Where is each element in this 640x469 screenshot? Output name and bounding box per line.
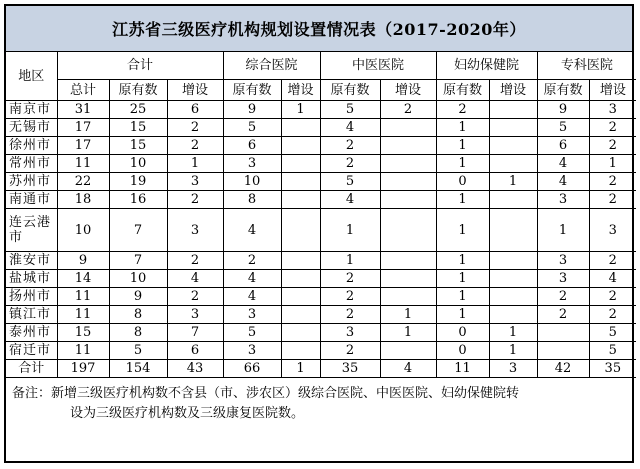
table-row: [6, 101, 636, 119]
value-cell: 10: [109, 155, 167, 173]
value-cell: [537, 342, 589, 360]
value-cell: 4: [223, 209, 281, 252]
value-cell: 2: [167, 137, 223, 155]
value-cell: 9: [537, 101, 589, 119]
value-cell: [489, 288, 537, 306]
header-row-sub: [6, 80, 636, 101]
value-cell: 2: [320, 306, 380, 324]
value-cell: 6: [167, 342, 223, 360]
value-cell: 2: [320, 288, 380, 306]
value-cell: 3: [537, 270, 589, 288]
value-cell: 11: [57, 342, 109, 360]
value-cell: [281, 191, 320, 209]
value-cell: 5: [320, 101, 380, 119]
value-cell: [380, 252, 436, 270]
value-cell: 2: [589, 137, 636, 155]
value-cell: 2: [436, 101, 489, 119]
value-cell: 1: [489, 342, 537, 360]
value-cell: 6: [167, 101, 223, 119]
value-cell: 5: [223, 324, 281, 342]
value-cell: 1: [489, 324, 537, 342]
city-cell: 常州市: [6, 155, 57, 173]
value-cell: 2: [380, 101, 436, 119]
value-cell: 5: [537, 119, 589, 137]
value-cell: 2: [167, 252, 223, 270]
table-row: [6, 119, 636, 137]
value-cell: 19: [109, 173, 167, 191]
header-group-tcm: 中医医院: [320, 52, 436, 80]
total-value-cell: 11: [436, 360, 489, 378]
value-cell: 11: [57, 306, 109, 324]
value-cell: 9: [223, 101, 281, 119]
value-cell: [537, 324, 589, 342]
value-cell: 1: [436, 119, 489, 137]
value-cell: 15: [57, 324, 109, 342]
value-cell: 31: [57, 101, 109, 119]
value-cell: [380, 342, 436, 360]
value-cell: 10: [57, 209, 109, 252]
value-cell: 3: [223, 155, 281, 173]
value-cell: 8: [109, 324, 167, 342]
value-cell: 11: [57, 155, 109, 173]
value-cell: [380, 137, 436, 155]
header-sub-added: 增设: [489, 80, 537, 101]
value-cell: 3: [167, 306, 223, 324]
value-cell: 7: [167, 324, 223, 342]
city-cell: 淮安市: [6, 252, 57, 270]
value-cell: 0: [436, 342, 489, 360]
header-sub-added: 增设: [589, 80, 636, 101]
value-cell: 1: [436, 191, 489, 209]
value-cell: 5: [223, 119, 281, 137]
city-cell: 无锡市: [6, 119, 57, 137]
value-cell: [281, 288, 320, 306]
value-cell: 1: [436, 288, 489, 306]
city-cell: 徐州市: [6, 137, 57, 155]
value-cell: 2: [589, 288, 636, 306]
header-sub-added: 增设: [281, 80, 320, 101]
value-cell: 3: [167, 173, 223, 191]
table-row: [6, 191, 636, 209]
value-cell: 1: [436, 270, 489, 288]
total-value-cell: 43: [167, 360, 223, 378]
value-cell: 6: [537, 137, 589, 155]
value-cell: 4: [167, 270, 223, 288]
value-cell: 4: [589, 270, 636, 288]
value-cell: 3: [589, 101, 636, 119]
value-cell: 1: [589, 155, 636, 173]
value-cell: [489, 191, 537, 209]
value-cell: 3: [537, 191, 589, 209]
note-line-1: 备注：新增三级医疗机构数不含县（市、涉农区）级综合医院、中医医院、妇幼保健院转: [12, 386, 520, 401]
value-cell: 1: [167, 155, 223, 173]
value-cell: 4: [223, 270, 281, 288]
value-cell: [380, 119, 436, 137]
value-cell: 2: [167, 288, 223, 306]
table-row: [6, 288, 636, 306]
value-cell: 0: [436, 324, 489, 342]
table-row: [6, 324, 636, 342]
value-cell: 2: [223, 252, 281, 270]
value-cell: 3: [223, 306, 281, 324]
total-value-cell: 3: [489, 360, 537, 378]
value-cell: [380, 209, 436, 252]
value-cell: 4: [537, 173, 589, 191]
planning-table-sheet: [4, 4, 634, 463]
header-sub-existing: 原有数: [223, 80, 281, 101]
table-row: [6, 342, 636, 360]
value-cell: 1: [436, 306, 489, 324]
value-cell: 14: [57, 270, 109, 288]
value-cell: [489, 209, 537, 252]
value-cell: 2: [167, 119, 223, 137]
city-cell: 泰州市: [6, 324, 57, 342]
value-cell: [489, 252, 537, 270]
city-cell: 扬州市: [6, 288, 57, 306]
header-group-total: 合计: [57, 52, 223, 80]
value-cell: [281, 342, 320, 360]
value-cell: 1: [281, 101, 320, 119]
total-value-cell: 154: [109, 360, 167, 378]
total-value-cell: 4: [380, 360, 436, 378]
value-cell: 17: [57, 119, 109, 137]
value-cell: 4: [537, 155, 589, 173]
value-cell: 8: [109, 306, 167, 324]
value-cell: 4: [320, 119, 380, 137]
value-cell: 2: [320, 342, 380, 360]
value-cell: [380, 288, 436, 306]
value-cell: 2: [589, 306, 636, 324]
value-cell: 1: [537, 209, 589, 252]
header-sub-added: 增设: [380, 80, 436, 101]
value-cell: [489, 270, 537, 288]
value-cell: [281, 306, 320, 324]
value-cell: [281, 137, 320, 155]
total-value-cell: 197: [57, 360, 109, 378]
value-cell: 1: [436, 137, 489, 155]
header-region: 地区: [6, 52, 57, 101]
value-cell: 2: [320, 137, 380, 155]
table-row: [6, 173, 636, 191]
city-cell: 连云港市: [6, 209, 57, 252]
value-cell: 10: [223, 173, 281, 191]
value-cell: 11: [57, 288, 109, 306]
table-row: [6, 137, 636, 155]
value-cell: 2: [589, 173, 636, 191]
table-row: [6, 252, 636, 270]
value-cell: 9: [57, 252, 109, 270]
value-cell: [281, 173, 320, 191]
total-value-cell: 42: [537, 360, 589, 378]
value-cell: 9: [109, 288, 167, 306]
value-cell: 1: [436, 252, 489, 270]
header-group-maternal: 妇幼保健院: [436, 52, 537, 80]
value-cell: 17: [57, 137, 109, 155]
value-cell: [281, 209, 320, 252]
value-cell: [281, 270, 320, 288]
value-cell: 5: [320, 173, 380, 191]
value-cell: 2: [589, 191, 636, 209]
value-cell: 2: [167, 191, 223, 209]
value-cell: 1: [436, 155, 489, 173]
value-cell: [380, 191, 436, 209]
value-cell: 4: [320, 191, 380, 209]
total-row: [6, 360, 636, 378]
value-cell: [489, 155, 537, 173]
value-cell: 2: [589, 119, 636, 137]
value-cell: 2: [537, 306, 589, 324]
header-sub-existing: 原有数: [109, 80, 167, 101]
value-cell: 3: [589, 209, 636, 252]
value-cell: 2: [320, 155, 380, 173]
value-cell: 1: [380, 306, 436, 324]
value-cell: [380, 173, 436, 191]
value-cell: 22: [57, 173, 109, 191]
header-sub-existing: 原有数: [436, 80, 489, 101]
value-cell: [281, 252, 320, 270]
value-cell: [380, 270, 436, 288]
city-cell: 南通市: [6, 191, 57, 209]
value-cell: 1: [436, 209, 489, 252]
header-sub-existing: 原有数: [537, 80, 589, 101]
header-sub-added: 增设: [167, 80, 223, 101]
city-cell: 苏州市: [6, 173, 57, 191]
total-value-cell: 66: [223, 360, 281, 378]
total-value-cell: 35: [320, 360, 380, 378]
value-cell: [281, 155, 320, 173]
table-row: [6, 209, 636, 252]
header-group-specialty: 专科医院: [537, 52, 636, 80]
value-cell: [489, 137, 537, 155]
table-row: [6, 270, 636, 288]
value-cell: 5: [589, 324, 636, 342]
header-sub-total: 总计: [57, 80, 109, 101]
value-cell: 1: [320, 209, 380, 252]
city-cell: 盐城市: [6, 270, 57, 288]
value-cell: 7: [109, 252, 167, 270]
value-cell: 2: [537, 288, 589, 306]
value-cell: 3: [537, 252, 589, 270]
value-cell: 2: [589, 252, 636, 270]
table-note: [6, 378, 632, 424]
hospital-planning-table: [6, 52, 636, 378]
value-cell: 15: [109, 137, 167, 155]
header-group-general: 综合医院: [223, 52, 320, 80]
value-cell: [380, 155, 436, 173]
value-cell: 5: [109, 342, 167, 360]
value-cell: [281, 119, 320, 137]
value-cell: 5: [589, 342, 636, 360]
value-cell: 6: [223, 137, 281, 155]
value-cell: 4: [223, 288, 281, 306]
header-sub-existing: 原有数: [320, 80, 380, 101]
value-cell: [489, 101, 537, 119]
value-cell: 1: [489, 173, 537, 191]
total-label: 合计: [6, 360, 57, 378]
city-cell: 镇江市: [6, 306, 57, 324]
value-cell: 25: [109, 101, 167, 119]
total-value-cell: 1: [281, 360, 320, 378]
value-cell: 0: [436, 173, 489, 191]
value-cell: 15: [109, 119, 167, 137]
value-cell: 1: [380, 324, 436, 342]
value-cell: 18: [57, 191, 109, 209]
header-row-groups: [6, 52, 636, 80]
value-cell: 10: [109, 270, 167, 288]
table-row: [6, 155, 636, 173]
value-cell: 2: [320, 270, 380, 288]
total-value-cell: 35: [589, 360, 636, 378]
value-cell: 8: [223, 191, 281, 209]
value-cell: 16: [109, 191, 167, 209]
value-cell: [489, 119, 537, 137]
city-cell: 宿迁市: [6, 342, 57, 360]
value-cell: 3: [320, 324, 380, 342]
value-cell: 3: [167, 209, 223, 252]
value-cell: 3: [223, 342, 281, 360]
table-row: [6, 306, 636, 324]
city-cell: 南京市: [6, 101, 57, 119]
value-cell: [281, 324, 320, 342]
value-cell: [489, 306, 537, 324]
value-cell: 7: [109, 209, 167, 252]
note-line-2: 设为三级医疗机构数及三级康复医院数。: [70, 406, 305, 421]
table-title: 江苏省三级医疗机构规划设置情况表（2017-2020年）: [6, 6, 632, 52]
value-cell: 1: [320, 252, 380, 270]
